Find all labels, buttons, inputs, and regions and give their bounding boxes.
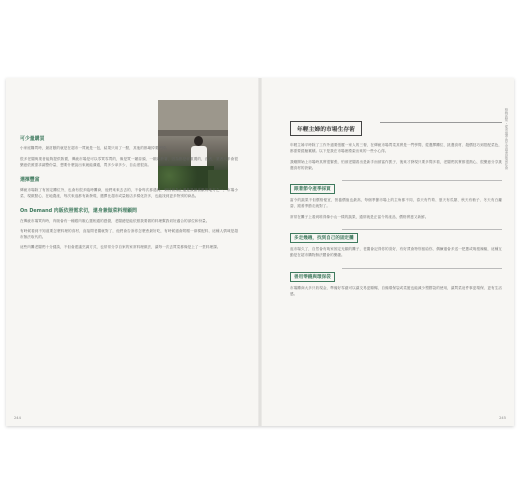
paragraph: 小家庭購買時，最討厭的就是在超市一買就是一包，結果只用了一點，其他的都壞掉要丟掉。 <box>20 146 170 151</box>
tab-rule <box>342 180 502 181</box>
paragraph: 這些肉攤老闆們十分健談，不但會建議烹調方式，也常常分享自家的家常料理做法，讓每一次去買菜都像是上了一堂料理課。 <box>20 245 221 250</box>
right-page <box>260 78 514 426</box>
section-tab: 跟著節令產季採買 <box>290 184 335 194</box>
paragraph: 當令的蔬果不但價格便宜，營養價值也最高，每個季節市場上的主角都不同，春天有竹筍、夏天有瓜類、秋天有柚子、冬天有白蘿蔔，跟著季節走就對了。 <box>290 198 502 209</box>
tab-rule <box>342 229 502 230</box>
paragraph: 市場攤商大多只收現金，準備好零錢可以讓交易更順暢，自備環保袋或菜籃也能減少塑膠袋的使用，讓買菜這件事更環保、更有生活感。 <box>290 285 502 296</box>
section-tab: 善用零錢與環保袋 <box>290 272 335 282</box>
book-gutter <box>258 78 262 426</box>
tab-rule <box>342 268 502 269</box>
right-text-column <box>290 116 502 301</box>
paragraph: 傳統市場除了有固定攤位外，也會有很多臨時攤商，他們來來去去的，不會每次都遇到，到目前為止還是我最喜歡的地方之一，市場小菜、現做點心、在地農產，每次來逛都有新發現，選擇比超市或量販店多樣化許多，也能找到更多特別的商品。 <box>20 187 238 198</box>
page-number: 244 <box>14 416 21 420</box>
left-page <box>6 78 260 426</box>
paragraph: 逛市場久了，自然會有幾家固定光顧的攤子，老闆會記得你的喜好，有好貨會特別留給你，偶爾還會多送一把蔥或幾根辣椒，這種互動是在超市購物無法體會的樂趣。 <box>290 246 502 258</box>
paragraph: 很多老闆與業者能夠提供散賣，傳統市場是可以零買零買的，像是買一顆蒜頭、一顆馬鈴薯，因為都是秤重賣的，沒者，業者大多會很樂意依照需求調整份量，想要什麼說出來就能溝通，買多少拿多少，自由度很高。 <box>20 156 238 167</box>
paragraph: 常常在攤子上看到堆得像小山一樣的蔬果，通常就是正當令的產品，價格實惠又新鮮。 <box>290 214 429 219</box>
left-text-column <box>20 136 238 255</box>
book-spread <box>6 78 514 426</box>
paragraph: 年輕主婦平時除了工作外還要張羅一家人的三餐，在傳統市場買菜其實是一門學問，從選擇攤位、挑選食材、殺價技巧到搭配菜色，都需要經驗累積。以下是我在市場裡摸索出來的一些小心得。 <box>290 143 502 154</box>
running-head: 格物致知・從市場中的生活學習探索社會 <box>504 108 508 170</box>
section-heading: On Demand 肉販依照需求切，還身兼做菜料理顧問 <box>20 208 137 215</box>
chapter-title: 年輕主婦的市場生存術 <box>290 121 362 136</box>
paragraph: 我剛開始上市場時其實很緊張，怕被老闆看出是新手而被當作凱子，後來才發現只要多問多看，老闆們其實都很熱心，很樂意分享挑選食材的訣竅。 <box>290 159 502 170</box>
section-tab: 多走幾趟，找到自己的固定攤 <box>290 233 358 243</box>
page-number: 245 <box>499 416 506 420</box>
paragraph: 有時候看到不知道要怎麼料理的食材，直接問老闆就對了，他們會告訴你怎麼煮最好吃，有時候還會附贈一兩樣配料，這種人情味是超市無法取代的。 <box>20 228 238 240</box>
section-heading: 可少量購買 <box>20 136 45 142</box>
paragraph: 在傳統市場買肉時，肉販會有一種跟肉販心靈相通的感覺，老闆總是能依照我要做的料理幫我切好適合的部位和份量。 <box>20 218 210 223</box>
title-rule <box>380 122 502 123</box>
section-heading: 選擇豐富 <box>20 177 40 184</box>
